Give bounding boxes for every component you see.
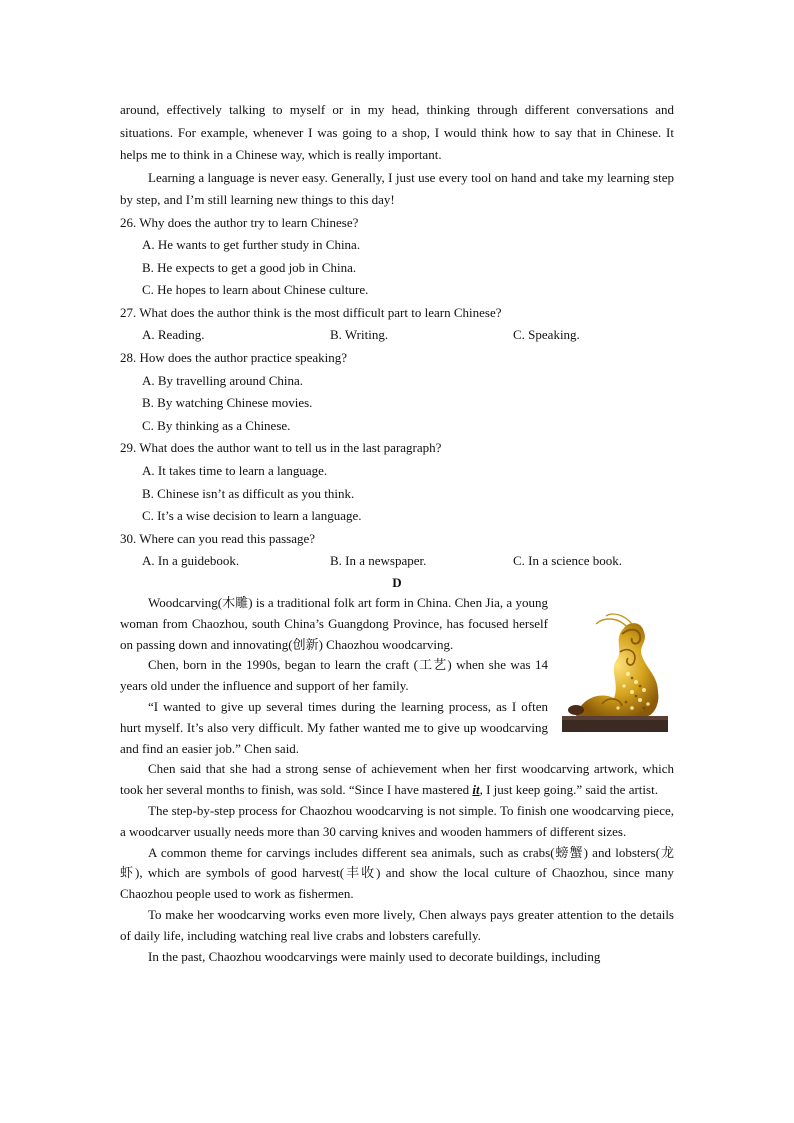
- section-d-paragraph-2: Chen, born in the 1990s, began to learn the craft (工艺) when she was 14 years old under the influence and support of her family.: [120, 657, 548, 694]
- passage-content: [120, 99, 674, 967]
- option-a: A. In a guidebook.: [142, 553, 240, 569]
- options-row: [142, 550, 674, 573]
- question-stem: 30. Where can you read this passage?: [120, 530, 316, 546]
- paragraph-text-before: Chen said that she had a strong sense of achievement when her first woodcarving artwork, which took her several months to finish, was sold. “Since I have mastered: [120, 761, 674, 798]
- section-d-paragraph-3: “I wanted to give up several times during the learning process, as I often hurt myself. It’s also very difficult. My father wanted me to give up woodcarving and find an easier job.” Chen said.: [120, 698, 548, 756]
- option-a: A. It takes time to learn a language.: [142, 463, 328, 479]
- emphasized-word: it: [472, 782, 480, 798]
- question-28: [120, 347, 674, 437]
- question-27: [120, 302, 674, 347]
- question-26: [120, 212, 674, 302]
- option-b: B. Chinese isn’t as difficult as you think.: [142, 485, 355, 501]
- section-d-paragraph-7: To make her woodcarving works even more lively, Chen always pays greater attention to the details of daily life, including watching real live crabs and lobsters carefully.: [120, 906, 674, 943]
- question-stem: 29. What does the author want to tell us in the last paragraph?: [120, 440, 442, 456]
- intro-paragraph-2: Learning a language is never easy. Generally, I just use every tool on hand and take my learning step by step, and I’m still learning new things to this day!: [120, 169, 674, 207]
- intro-paragraph-1: around, effectively talking to myself or in my head, thinking through different conversations and situations. For example, whenever I was going to a shop, I would think how to say that in Chinese. It helps me to think in a Chinese way, which is really important.: [120, 102, 674, 162]
- question-stem: 28. How does the author practice speaking?: [120, 350, 348, 366]
- section-d-paragraph-6: A common theme for carvings includes different sea animals, such as crabs(螃蟹) and lobsters(龙虾), which are symbols of good harvest(丰收) and show the local culture of Chaozhou, since many Chaozhou people used to work as fishermen.: [120, 844, 674, 902]
- golden-woodcarving-icon: [562, 612, 674, 736]
- section-d-paragraph-1: Woodcarving(木雕) is a traditional folk art form in China. Chen Jia, a young woman from Chaozhou, south China’s Guangdong Province, has focused herself on passing down and innovating(创新) Chaozhou woodcarving.: [120, 595, 548, 652]
- section-d-paragraph-5: The step-by-step process for Chaozhou woodcarving is not simple. To finish one woodcarving piece, a woodcarver usually needs more than 30 carving knives and wooden hammers of different sizes.: [120, 802, 674, 839]
- option-a: A. By travelling around China.: [142, 372, 304, 388]
- woodcarving-image: [562, 612, 674, 736]
- question-stem: 27. What does the author think is the most difficult part to learn Chinese?: [120, 304, 502, 320]
- option-c: C. It’s a wise decision to learn a language.: [142, 508, 362, 524]
- option-c: C. He hopes to learn about Chinese culture.: [142, 282, 369, 298]
- option-a: A. He wants to get further study in China.: [142, 237, 361, 253]
- option-b: B. He expects to get a good job in China.: [142, 259, 357, 275]
- option-c: C. By thinking as a Chinese.: [142, 417, 291, 433]
- option-c: C. In a science book.: [513, 553, 623, 569]
- section-d-paragraph-8: In the past, Chaozhou woodcarvings were mainly used to decorate buildings, including: [148, 948, 601, 964]
- section-d-passage: [120, 593, 674, 967]
- option-a: A. Reading.: [142, 327, 205, 343]
- option-b: B. Writing.: [330, 327, 389, 343]
- question-stem: 26. Why does the author try to learn Chinese?: [120, 214, 359, 230]
- question-29: [120, 437, 674, 527]
- section-heading: D: [392, 575, 402, 590]
- option-b: B. In a newspaper.: [330, 553, 427, 569]
- option-b: B. By watching Chinese movies.: [142, 395, 313, 411]
- paragraph-text-after: , I just keep going.” said the artist.: [479, 782, 658, 798]
- section-d-paragraph-4: [120, 759, 674, 801]
- option-c: C. Speaking.: [513, 327, 580, 343]
- question-30: [120, 528, 674, 573]
- options-row: [142, 324, 674, 347]
